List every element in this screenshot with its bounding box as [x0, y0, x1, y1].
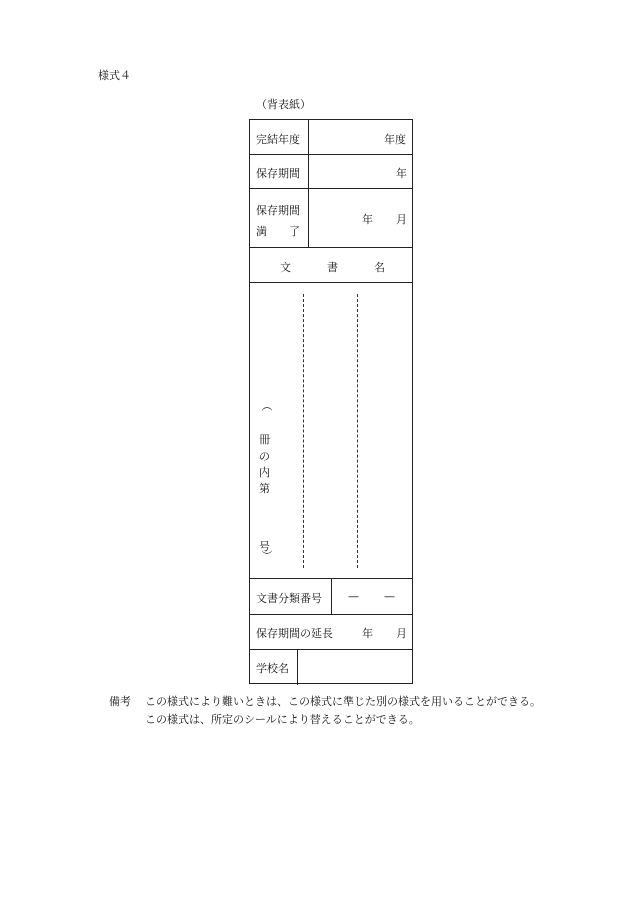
- label-column-divider: [308, 120, 309, 247]
- row-divider: [250, 188, 412, 189]
- volume-open-paren: （: [260, 400, 273, 411]
- volume-char: 冊: [259, 433, 270, 446]
- volume-char: 第: [259, 482, 270, 495]
- retention-extension-label: 保存期間の延長: [256, 627, 333, 640]
- document-name-char: 書: [327, 261, 338, 274]
- volume-char: の: [259, 450, 270, 463]
- remarks: [109, 693, 541, 729]
- row-divider: [250, 247, 412, 248]
- retention-period-label: 保存期間: [256, 167, 300, 180]
- classification-divider: [331, 578, 332, 614]
- retention-extension-month: 月: [396, 627, 407, 640]
- document-name-char: 名: [374, 261, 385, 274]
- retention-expiry-label-b: 了: [289, 225, 300, 238]
- classification-dash: —: [348, 590, 359, 603]
- remarks-line: この様式は、所定のシールにより替えることができる。: [145, 713, 420, 726]
- row-divider: [250, 154, 412, 155]
- document-name-char: 文: [280, 261, 291, 274]
- row-divider: [250, 282, 412, 283]
- volume-number-suffix: 号: [259, 540, 270, 553]
- form-label: 様式４: [98, 69, 131, 82]
- retention-expiry-year: 年: [362, 213, 373, 226]
- dashed-guide-line: [303, 294, 304, 568]
- row-divider: [250, 614, 412, 615]
- row-divider: [250, 649, 412, 650]
- retention-period-unit: 年: [396, 167, 407, 180]
- remarks-line: この様式により難いときは、この様式に準じた別の様式を用いることができる。: [145, 695, 541, 708]
- retention-expiry-month: 月: [396, 213, 407, 226]
- remarks-heading: 備考: [109, 695, 131, 708]
- retention-expiry-label-a: 満: [256, 225, 267, 238]
- dashed-guide-line: [357, 294, 358, 568]
- classification-dash: —: [384, 590, 395, 603]
- volume-char: 内: [259, 466, 270, 479]
- classification-number-label: 文書分類番号: [256, 592, 322, 605]
- retention-expiry-label: 保存期間: [256, 204, 300, 217]
- volume-close-paren: ）: [260, 550, 273, 561]
- school-name-divider: [297, 649, 298, 685]
- spine-form-table: [249, 119, 413, 684]
- completion-year-label: 完結年度: [256, 133, 300, 146]
- school-name-label: 学校名: [256, 662, 289, 675]
- completion-year-unit: 年度: [384, 133, 406, 146]
- spine-caption: （背表紙）: [256, 98, 311, 111]
- retention-extension-year: 年: [362, 627, 373, 640]
